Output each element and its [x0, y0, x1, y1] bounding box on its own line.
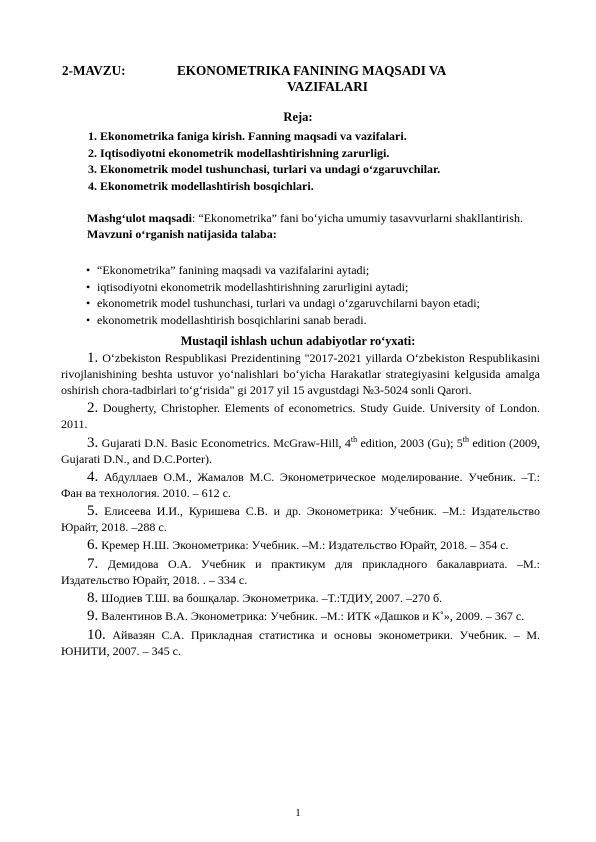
- topic-title-line2: VAZIFALARI: [287, 79, 368, 94]
- goal-text: : “Ekonometrika” fani bo‘yicha umumiy tasavvurlarni shakllantirish.: [192, 211, 523, 225]
- references-heading: Mustaqil ishlash uchun adabiyotlar ro‘yxati:: [180, 334, 416, 348]
- goal-label: Mashg‘ulot maqsadi: [87, 211, 193, 225]
- reference-item: 2. Dougherty, Christopher. Elements of econometrics. Study Guide. University of London. 2011.: [61, 400, 541, 432]
- goal-paragraph: [61, 210, 540, 242]
- reference-item: 4. Абдуллаев О.М., Жамалов М.С. Эконометрическое моделирование. Учебник. –Т.: Фан ва технология. 2010. – 612 с.: [61, 468, 540, 500]
- plan-heading: Reja:: [283, 110, 313, 124]
- plan-item: 2. Iqtisodiyotni ekonometrik modellashtirishning zarurligi.: [88, 145, 390, 160]
- plan-list: [88, 128, 558, 194]
- reference-item: 7. Демидова О.А. Учебник и практикум для прикладного бакалавриата. –М.: Издательство Юрайт, 2018. . – 334 с.: [61, 555, 540, 587]
- bullet-icon: •: [86, 312, 91, 327]
- plan-item: 1. Ekonometrika faniga kirish. Fanning maqsadi va vazifalari.: [88, 129, 407, 143]
- list-item: • ekonometrik modellashtirish bosqichlarini sanab beradi.: [86, 312, 367, 327]
- reference-item: 1. O‘zbekiston Respublikasi Prezidentining "2017-2021 yillarda O‘zbekiston Respublikasini rivojlanishining beshta ustuvor yo‘nalishlari bo‘yicha Harakatlar strategiyasini kelgusida amalga oshirish chora-tadbirlari to‘g‘risida" gi 2017 yil 15 avgustdagi №3-5024 sonli Qarori.: [61, 350, 541, 397]
- topic-title-line1: EKONOMETRIKA FANINING MAQSADI VA: [177, 63, 447, 78]
- list-item: • iqtisodiyotni ekonometrik modellashtirishning zarurligini aytadi;: [86, 279, 409, 294]
- reference-item: 5. Елисеева И.И., Куришева С.В. и др. Эконометрика: Учебник. –М.: Издательство Юрайт, 2018. –288 с.: [61, 503, 540, 535]
- reference-item: 10. Айвазян С.А. Прикладная статистика и основы эконометрики. Учебник. – М. ЮНИТИ, 2007. – 345 с.: [61, 626, 541, 658]
- plan-item: 3. Ekonometrik model tushunchasi, turlari va undagi o‘zgaruvchilar.: [88, 162, 441, 176]
- list-item: • ekonometrik model tushunchasi, turlari va undagi o‘zgaruvchilarni bayon etadi;: [86, 296, 480, 310]
- reference-item: 6. Кремер Н.Ш. Эконометрика: Учебник. –М.: Издательство Юрайт, 2018. – 354 с.: [87, 537, 509, 554]
- reference-item: 3. Gujarati D.N. Basic Econometrics. McGraw-Hill, 4th edition, 2003 (Gu); 5th edition (2009, Gujarati D.N., and D.C.Porter).: [61, 434, 541, 466]
- references-list: [61, 350, 540, 661]
- reference-item: 8. Шодиев Т.Ш. ва бошқалар. Эконометрика. –Т.:ТДИУ, 2007. –270 б.: [87, 590, 443, 607]
- reference-item: 9. Валентинов В.А. Эконометрика: Учебник. –М.: ИТК «Дашков и К˚», 2009. – 367 с.: [87, 608, 525, 625]
- bullet-icon: •: [86, 296, 91, 310]
- plan-item: 4. Ekonometrik modellashtirish bosqichlari.: [88, 178, 314, 193]
- bullet-icon: •: [86, 279, 91, 294]
- outcomes-list: [86, 262, 556, 328]
- topic-number: 2-MAVZU:: [62, 63, 126, 78]
- page-number: 1: [295, 807, 301, 819]
- outcomes-heading: Mavzuni o‘rganish natijasida talaba:: [87, 227, 277, 241]
- bullet-icon: •: [86, 263, 91, 277]
- list-item: • “Ekonometrika” fanining maqsadi va vazifalarini aytadi;: [86, 263, 370, 277]
